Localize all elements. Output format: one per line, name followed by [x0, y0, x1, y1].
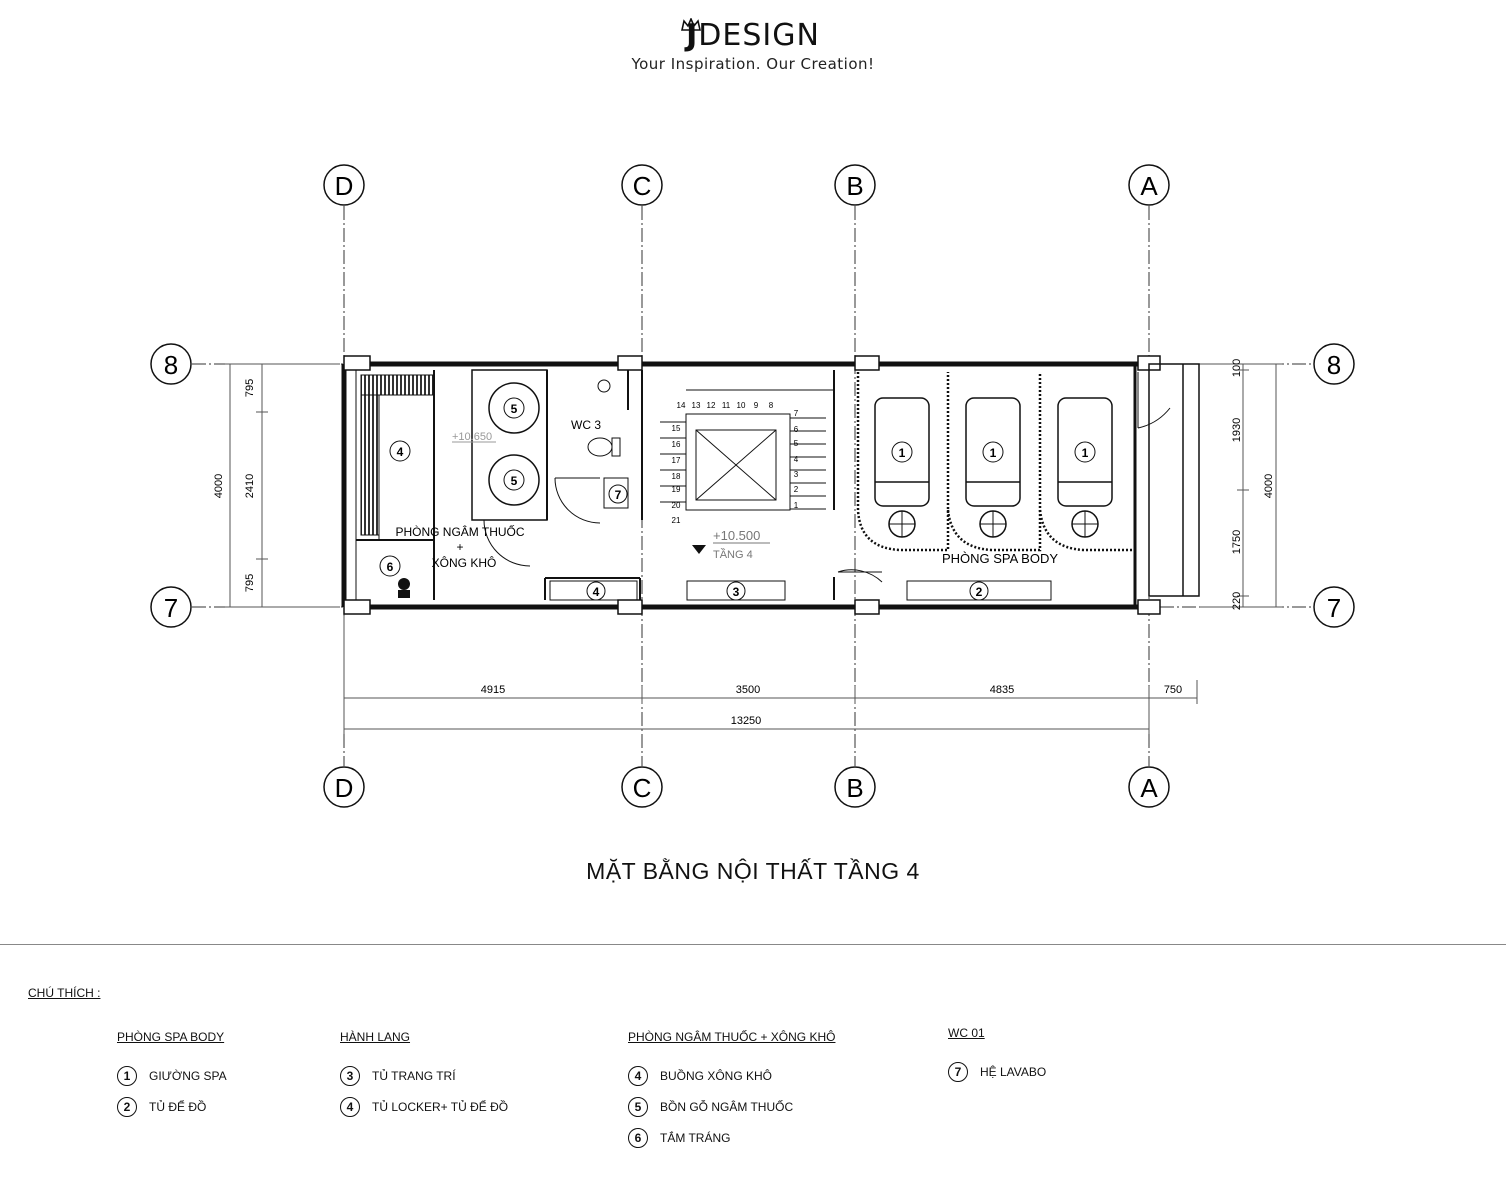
brand-rest: DESIGN	[698, 18, 820, 53]
legend-label: TỦ LOCKER+ TỦ ĐỂ ĐỒ	[372, 1099, 509, 1114]
grid-label: D	[334, 773, 354, 803]
grid-label: 7	[1326, 593, 1342, 623]
sauna-bench-side	[361, 395, 379, 535]
floor-drain	[598, 380, 610, 392]
room-soak: PHÒNG NGÂM THUỐC	[395, 525, 525, 539]
tag-tub2	[504, 470, 524, 490]
grid-bubble-right-7	[1314, 587, 1354, 627]
tag-text: 1	[1081, 446, 1089, 460]
tag-cabinet2	[970, 582, 988, 600]
grid-axes	[192, 206, 1312, 766]
divider	[0, 944, 1506, 945]
balcony	[1149, 364, 1199, 596]
svg-text:2: 2	[793, 485, 799, 494]
room-soak-plus: +	[456, 540, 464, 554]
room-spa: PHÒNG SPA BODY	[941, 551, 1059, 566]
tag-text: 6	[386, 560, 394, 574]
svg-text:100: 100	[1231, 358, 1243, 378]
grid-bubble-top-b	[835, 165, 875, 205]
svg-text:1930: 1930	[1231, 417, 1243, 443]
svg-text:220: 220	[1231, 591, 1243, 611]
structural-columns	[344, 356, 1160, 614]
tub-enclosure	[472, 370, 547, 520]
svg-text:3500: 3500	[735, 684, 761, 696]
tag-bed2	[983, 442, 1003, 462]
legend-label: HỆ LAVABO	[980, 1064, 1047, 1079]
svg-text:4000: 4000	[213, 473, 225, 499]
tag-text: 7	[614, 488, 622, 502]
spa-bed-3	[1058, 398, 1112, 537]
legend-group-spa	[117, 1030, 227, 1122]
room-wc: WC 3	[571, 418, 601, 432]
svg-text:15: 15	[671, 424, 681, 433]
tag-cabinet4	[587, 582, 605, 600]
svg-text:1750: 1750	[1231, 529, 1243, 555]
balcony-door	[1138, 372, 1170, 428]
svg-text:4: 4	[793, 455, 799, 464]
legend-label: BỒN GỖ NGÂM THUỐC	[660, 1099, 794, 1114]
grid-label: C	[632, 773, 652, 803]
legend-badge: 4	[340, 1097, 360, 1117]
grid-label: B	[846, 171, 864, 201]
interior-walls	[356, 370, 834, 600]
dim-bottom	[344, 616, 1197, 734]
svg-text:6: 6	[793, 425, 799, 434]
tag-text: 5	[510, 474, 518, 488]
grid-label: B	[846, 773, 864, 803]
svg-text:7: 7	[793, 409, 799, 418]
tag-shower	[380, 556, 400, 576]
level-top: +10.650	[452, 431, 493, 443]
legend-group-corridor	[340, 1030, 508, 1122]
legend-label: TỦ ĐỂ ĐỒ	[149, 1099, 207, 1114]
dim-bottom-text	[481, 684, 1182, 727]
legend-title: CHÚ THÍCH :	[28, 986, 101, 1000]
tag-cabinet3	[727, 582, 745, 600]
spa-bed-1	[875, 398, 929, 537]
svg-text:18: 18	[671, 472, 681, 481]
wc-door	[555, 478, 600, 523]
tag-text: 1	[898, 446, 906, 460]
legend-head: HÀNH LANG	[340, 1030, 411, 1044]
legend-label: BUỒNG XÔNG KHÔ	[660, 1068, 773, 1083]
svg-text:795: 795	[244, 573, 256, 593]
svg-text:21: 21	[671, 516, 681, 525]
level-marker-icon	[692, 545, 706, 554]
outer-walls	[344, 364, 1149, 607]
legend-item	[628, 1122, 835, 1153]
tag-text: 5	[510, 402, 518, 416]
grid-bubble-right-8	[1314, 344, 1354, 384]
svg-text:750: 750	[1163, 684, 1183, 696]
svg-text:9: 9	[753, 401, 759, 410]
shower-head-icon	[398, 578, 410, 590]
stair-numbers	[672, 401, 799, 525]
svg-text:3: 3	[793, 470, 799, 479]
drawing-title: MẶT BẰNG NỘI THẤT TẦNG 4	[586, 858, 920, 884]
grid-label: A	[1140, 171, 1158, 201]
legend-head: PHÒNG NGÂM THUỐC + XÔNG KHÔ	[628, 1030, 836, 1044]
tag-text: 1	[989, 446, 997, 460]
legend-label: GIƯỜNG SPA	[149, 1068, 227, 1083]
legend-label: TẮM TRÁNG	[660, 1130, 731, 1145]
legend-label: TỦ TRANG TRÍ	[372, 1068, 456, 1083]
tag-locker	[390, 441, 410, 461]
svg-text:795: 795	[244, 378, 256, 398]
spa-bed-2	[966, 398, 1020, 537]
legend-item	[948, 1056, 1046, 1087]
tag-lavabo	[609, 485, 627, 503]
grid-bubble-top-c	[622, 165, 662, 205]
tag-text: 2	[975, 585, 983, 599]
legend-badge: 6	[628, 1128, 648, 1148]
grid-label: A	[1140, 773, 1158, 803]
legend-group-soak	[628, 1030, 835, 1153]
svg-text:20: 20	[671, 501, 681, 510]
legend-badge: 4	[628, 1066, 648, 1086]
dim-right-text	[1231, 359, 1275, 610]
svg-text:13250: 13250	[730, 715, 762, 727]
legend-badge: 5	[628, 1097, 648, 1117]
sauna-cabin	[379, 395, 434, 540]
svg-text:16: 16	[671, 440, 681, 449]
legend-head: PHÒNG SPA BODY	[117, 1030, 225, 1044]
svg-text:5: 5	[793, 439, 799, 448]
floor-label: TẦNG 4	[713, 549, 753, 561]
svg-text:4000: 4000	[1263, 473, 1275, 499]
grid-label: C	[632, 171, 652, 201]
grid-bubble-bottom-c	[622, 767, 662, 807]
svg-text:4835: 4835	[989, 684, 1015, 696]
legend-item	[340, 1091, 508, 1122]
spa-door	[838, 570, 882, 582]
svg-text:2410: 2410	[244, 473, 256, 499]
dim-left-text	[213, 379, 256, 592]
svg-text:8: 8	[768, 401, 774, 410]
legend-group-wc	[948, 1026, 1046, 1087]
grid-label: 8	[163, 350, 179, 380]
svg-text:11: 11	[721, 401, 731, 410]
brand-j: J	[686, 18, 699, 53]
grid-bubble-bottom-b	[835, 767, 875, 807]
grid-bubble-left-8	[151, 344, 191, 384]
legend-badge: 3	[340, 1066, 360, 1086]
legend-badge: 7	[948, 1062, 968, 1082]
svg-text:10: 10	[736, 401, 746, 410]
legend-badge: 2	[117, 1097, 137, 1117]
svg-text:12: 12	[706, 401, 716, 410]
legend-badge: 1	[117, 1066, 137, 1086]
toilet-tank	[612, 438, 620, 456]
tag-bed1	[892, 442, 912, 462]
svg-text:19: 19	[671, 485, 681, 494]
room-soak-2: XÔNG KHÔ	[431, 556, 497, 570]
level-stair: +10.500	[713, 528, 761, 543]
dim-left	[225, 364, 340, 607]
grid-bubble-left-7	[151, 587, 191, 627]
grid-label: 8	[1326, 350, 1342, 380]
grid-bubble-bottom-a	[1129, 767, 1169, 807]
tag-text: 3	[732, 585, 740, 599]
legend-item	[628, 1060, 835, 1091]
legend-item	[117, 1091, 227, 1122]
grid-label: 7	[163, 593, 179, 623]
brand-tagline: Your Inspiration. Our Creation!	[631, 55, 875, 73]
tag-text: 4	[592, 585, 600, 599]
tag-text: 4	[396, 445, 404, 459]
legend-item	[117, 1060, 227, 1091]
svg-text:4915: 4915	[480, 684, 506, 696]
sauna-bench	[361, 375, 433, 395]
legend-item	[628, 1091, 835, 1122]
grid-bubble-bottom-d	[324, 767, 364, 807]
svg-text:14: 14	[676, 401, 686, 410]
grid-bubble-top-d	[324, 165, 364, 205]
tag-tub1	[504, 398, 524, 418]
legend-head: WC 01	[948, 1026, 985, 1040]
staircase	[660, 390, 834, 510]
grid-label: D	[334, 171, 354, 201]
grid-bubble-top-a	[1129, 165, 1169, 205]
svg-text:13: 13	[691, 401, 701, 410]
legend-item	[340, 1060, 508, 1091]
svg-text:17: 17	[671, 456, 681, 465]
svg-text:1: 1	[793, 501, 799, 510]
toilet-icon	[588, 438, 612, 456]
tag-bed3	[1075, 442, 1095, 462]
